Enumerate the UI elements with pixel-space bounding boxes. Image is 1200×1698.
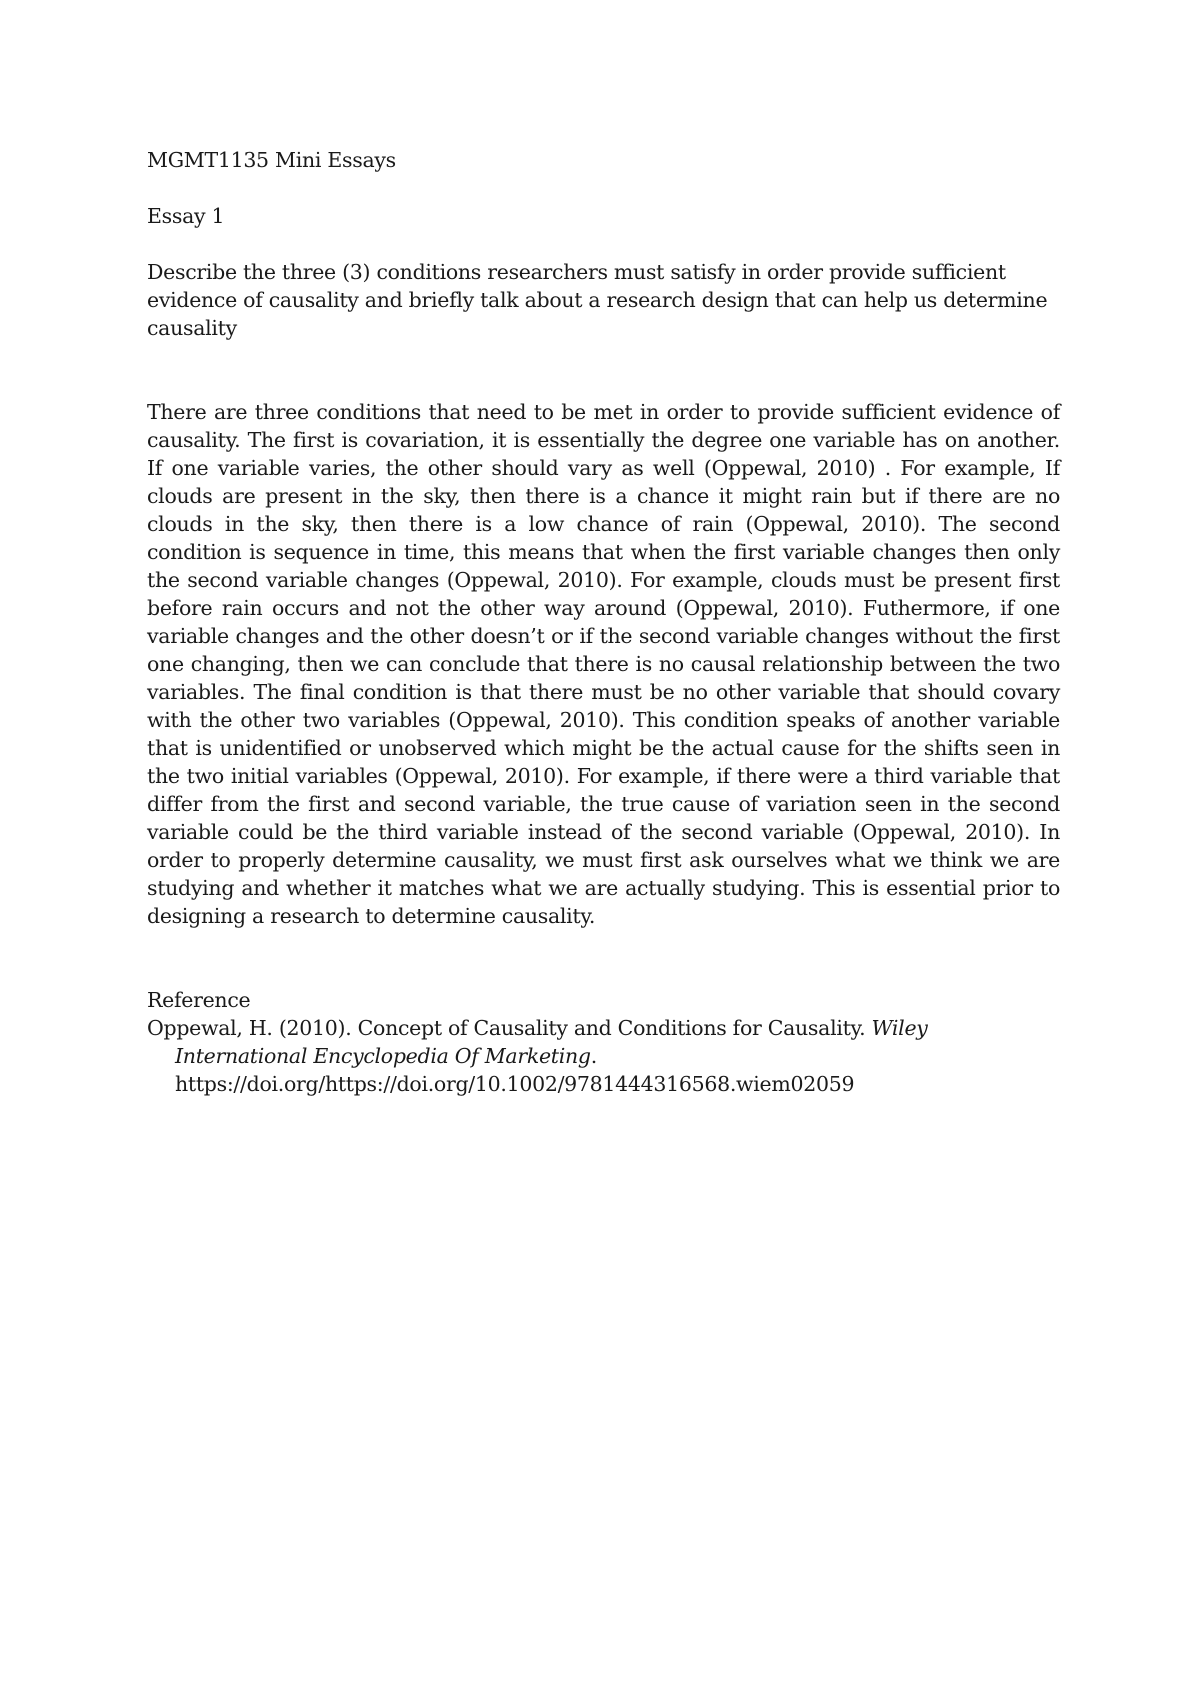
document-title: MGMT1135 Mini Essays	[147, 148, 396, 172]
reference-citation: Oppewal, H. (2010). Concept of Causality and Conditions for Causality.	[147, 1016, 872, 1040]
essay-label: Essay 1	[147, 204, 225, 228]
reference-doi: . https://doi.org/https://doi.org/10.1002/9781444316568.wiem02059	[175, 1044, 855, 1096]
essay-body: There are three conditions that need to be met in order to provide sufficient evidence of causality. The first is covariation, it is essentially the degree one variable has on another. If one variable varies, the other should vary as well (Oppewal, 2010) . For example, If clouds are present in the sky, then there is a chance it might rain but if there are no clouds in the sky, then there is a low chance of rain (Oppewal, 2010). The second condition is sequence in time, this means that when the first variable changes then only the second variable changes (Oppewal, 2010). For example, clouds must be present first before rain occurs and not the other way around (Oppewal, 2010). Futhermore, if one variable changes and the other doesn’t or if the second variable changes without the first one changing, then we can conclude that there is no causal relationship between the two variables. The final condition is that there must be no other variable that should covary with the other two variables (Oppewal, 2010). This condition speaks of another variable that is unidentified or unobserved which might be the actual cause for the shifts seen in the two initial variables (Oppewal, 2010). For example, if there were a third variable that differ from the first and second variable, the true cause of variation seen in the second variable could be the third variable instead of the second variable (Oppewal, 2010). In order to properly determine causality, we must first ask ourselves what we think we are studying and whether it matches what we are actually studying. This is essential prior to designing a research to determine causality.	[147, 400, 1060, 928]
document-content	[147, 146, 1060, 1098]
essay-question: Describe the three (3) conditions researchers must satisfy in order provide sufficient evidence of causality and briefly talk about a research design that can help us determine causality	[147, 260, 1048, 340]
reference-entry	[147, 1014, 1060, 1098]
reference-journal: Wiley International Encyclopedia Of Marketing	[175, 1016, 928, 1068]
reference-heading: Reference	[147, 988, 251, 1012]
